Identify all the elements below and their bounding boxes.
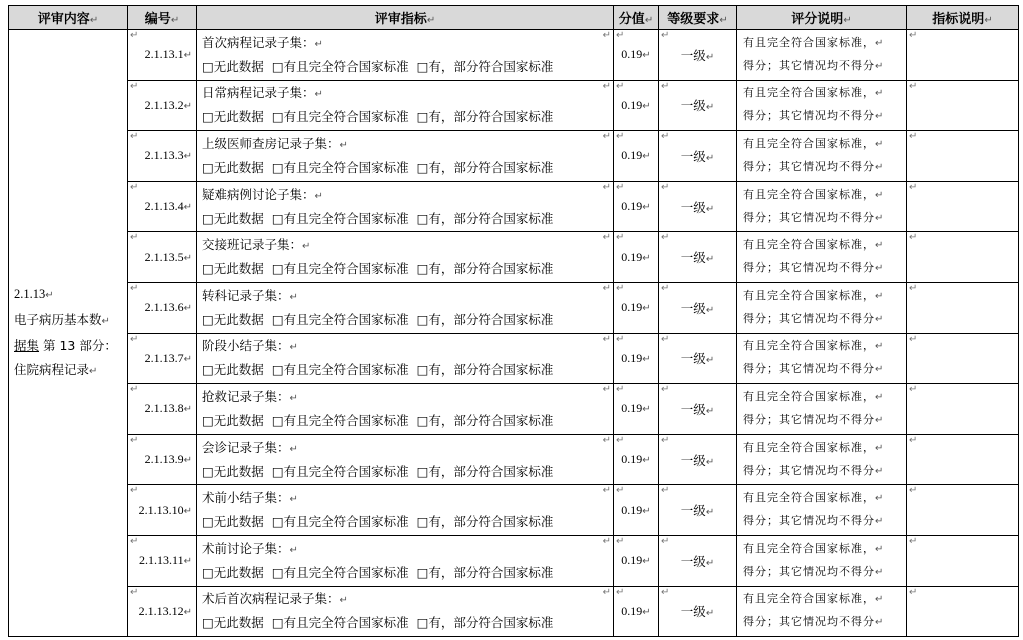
option-partial: □有，部分符合国家标准 xyxy=(416,564,554,580)
option-partial: □有，部分符合国家标准 xyxy=(416,210,554,226)
item-number: ↵ 2.1.13.7↵ xyxy=(128,333,197,384)
indicator-title: 术后首次病程记录子集：↵ xyxy=(202,591,348,607)
item-number: ↵ 2.1.13.9↵ xyxy=(128,434,197,485)
option-full: □有且完全符合国家标准 xyxy=(271,564,409,580)
table-row xyxy=(9,586,1019,637)
table-row xyxy=(9,535,1019,586)
scoring-cell: 有且完全符合国家标准，↵ 得分；其它情况均不得分↵ xyxy=(737,384,907,435)
option-none: □无此数据 xyxy=(202,463,264,479)
option-none: □无此数据 xyxy=(202,615,264,631)
option-none: □无此数据 xyxy=(202,412,264,428)
item-number: ↵ 2.1.13.1↵ xyxy=(128,30,197,81)
option-full: □有且完全符合国家标准 xyxy=(271,615,409,631)
table-row xyxy=(9,282,1019,333)
section-line2: 据集 第 13 部分： xyxy=(14,338,117,354)
option-full: □有且完全符合国家标准 xyxy=(271,463,409,479)
header-number: 编号↵ xyxy=(128,6,197,30)
section-code: 2.1.13↵ xyxy=(14,287,54,302)
level-cell: ↵ 一级↵ xyxy=(659,131,737,182)
option-none: □无此数据 xyxy=(202,109,264,125)
option-full: □有且完全符合国家标准 xyxy=(271,210,409,226)
table-row xyxy=(9,232,1019,283)
score-cell: ↵ 0.19↵ xyxy=(614,131,659,182)
indicator-cell: ↵ 阶段小结子集：↵ □无此数据 □有且完全符合国家标准 □有，部分符合国家标准 xyxy=(197,333,614,384)
option-none: □无此数据 xyxy=(202,261,264,277)
note-cell: ↵ xyxy=(907,434,1019,485)
table-row xyxy=(9,333,1019,384)
option-full: □有且完全符合国家标准 xyxy=(271,159,409,175)
item-number: ↵ 2.1.13.12↵ xyxy=(128,586,197,637)
indicator-cell: ↵ 会诊记录子集：↵ □无此数据 □有且完全符合国家标准 □有，部分符合国家标准 xyxy=(197,434,614,485)
level-cell: ↵ 一级↵ xyxy=(659,282,737,333)
level-cell: ↵ 一级↵ xyxy=(659,232,737,283)
indicator-title: 抢救记录子集：↵ xyxy=(202,388,298,404)
indicator-title: 日常病程记录子集：↵ xyxy=(202,85,323,101)
item-number: ↵ 2.1.13.10↵ xyxy=(128,485,197,536)
level-cell: ↵ 一级↵ xyxy=(659,586,737,637)
indicator-title: 会诊记录子集：↵ xyxy=(202,439,298,455)
option-partial: □有，部分符合国家标准 xyxy=(416,412,554,428)
level-cell: ↵ 一级↵ xyxy=(659,485,737,536)
score-cell: ↵ 0.19↵ xyxy=(614,282,659,333)
note-cell: ↵ xyxy=(907,282,1019,333)
note-cell: ↵ xyxy=(907,485,1019,536)
scoring-cell: 有且完全符合国家标准，↵ 得分；其它情况均不得分↵ xyxy=(737,181,907,232)
table-row xyxy=(9,80,1019,131)
table-row xyxy=(9,384,1019,435)
score-cell: ↵ 0.19↵ xyxy=(614,485,659,536)
section-line1: 电子病历基本数↵ xyxy=(14,312,110,328)
indicator-cell: ↵ 上级医师查房记录子集：↵ □无此数据 □有且完全符合国家标准 □有，部分符合国家标准 xyxy=(197,131,614,182)
review-content-cell xyxy=(9,30,128,637)
score-cell: ↵ 0.19↵ xyxy=(614,384,659,435)
note-cell: ↵ xyxy=(907,384,1019,435)
item-number: ↵ 2.1.13.4↵ xyxy=(128,181,197,232)
option-none: □无此数据 xyxy=(202,311,264,327)
option-partial: □有，部分符合国家标准 xyxy=(416,362,554,378)
option-partial: □有，部分符合国家标准 xyxy=(416,159,554,175)
note-cell: ↵ xyxy=(907,232,1019,283)
note-cell: ↵ xyxy=(907,333,1019,384)
indicator-cell: ↵ 抢救记录子集：↵ □无此数据 □有且完全符合国家标准 □有，部分符合国家标准 xyxy=(197,384,614,435)
note-cell: ↵ xyxy=(907,181,1019,232)
header-row xyxy=(9,6,1019,30)
table-row xyxy=(9,131,1019,182)
option-none: □无此数据 xyxy=(202,58,264,74)
option-partial: □有，部分符合国家标准 xyxy=(416,58,554,74)
option-partial: □有，部分符合国家标准 xyxy=(416,514,554,530)
indicator-title: 转科记录子集：↵ xyxy=(202,287,298,303)
option-full: □有且完全符合国家标准 xyxy=(271,362,409,378)
option-partial: □有，部分符合国家标准 xyxy=(416,463,554,479)
header-indicator: 评审指标↵ xyxy=(197,6,614,30)
indicator-title: 交接班记录子集：↵ xyxy=(202,237,311,253)
indicator-title: 阶段小结子集：↵ xyxy=(202,338,298,354)
header-note: 指标说明↵ xyxy=(907,6,1019,30)
scoring-cell: 有且完全符合国家标准，↵ 得分；其它情况均不得分↵ xyxy=(737,535,907,586)
table-row xyxy=(9,30,1019,81)
score-cell: ↵ 0.19↵ xyxy=(614,535,659,586)
option-partial: □有，部分符合国家标准 xyxy=(416,615,554,631)
score-cell: ↵ 0.19↵ xyxy=(614,333,659,384)
evaluation-table xyxy=(8,5,1019,637)
note-cell: ↵ xyxy=(907,80,1019,131)
indicator-cell: ↵ 术后首次病程记录子集：↵ □无此数据 □有且完全符合国家标准 □有，部分符合国家标准 xyxy=(197,586,614,637)
option-partial: □有，部分符合国家标准 xyxy=(416,109,554,125)
scoring-cell: 有且完全符合国家标准，↵ 得分；其它情况均不得分↵ xyxy=(737,131,907,182)
item-number: ↵ 2.1.13.5↵ xyxy=(128,232,197,283)
scoring-cell: 有且完全符合国家标准，↵ 得分；其它情况均不得分↵ xyxy=(737,30,907,81)
indicator-cell: ↵ 术前小结子集：↵ □无此数据 □有且完全符合国家标准 □有，部分符合国家标准 xyxy=(197,485,614,536)
option-partial: □有，部分符合国家标准 xyxy=(416,311,554,327)
option-partial: □有，部分符合国家标准 xyxy=(416,261,554,277)
score-cell: ↵ 0.19↵ xyxy=(614,232,659,283)
scoring-cell: 有且完全符合国家标准，↵ 得分；其它情况均不得分↵ xyxy=(737,282,907,333)
indicator-title: 首次病程记录子集：↵ xyxy=(202,34,323,50)
level-cell: ↵ 一级↵ xyxy=(659,181,737,232)
option-full: □有且完全符合国家标准 xyxy=(271,514,409,530)
header-score: 分值↵ xyxy=(614,6,659,30)
header-content: 评审内容↵ xyxy=(9,6,128,30)
scoring-cell: 有且完全符合国家标准，↵ 得分；其它情况均不得分↵ xyxy=(737,586,907,637)
header-level: 等级要求↵ xyxy=(659,6,737,30)
indicator-cell: ↵ 交接班记录子集：↵ □无此数据 □有且完全符合国家标准 □有，部分符合国家标准 xyxy=(197,232,614,283)
table-row xyxy=(9,434,1019,485)
score-cell: ↵ 0.19↵ xyxy=(614,181,659,232)
level-cell: ↵ 一级↵ xyxy=(659,535,737,586)
level-cell: ↵ 一级↵ xyxy=(659,384,737,435)
level-cell: ↵ 一级↵ xyxy=(659,333,737,384)
item-number: ↵ 2.1.13.3↵ xyxy=(128,131,197,182)
table-row xyxy=(9,181,1019,232)
item-number: ↵ 2.1.13.8↵ xyxy=(128,384,197,435)
option-none: □无此数据 xyxy=(202,362,264,378)
scoring-cell: 有且完全符合国家标准，↵ 得分；其它情况均不得分↵ xyxy=(737,485,907,536)
scoring-cell: 有且完全符合国家标准，↵ 得分；其它情况均不得分↵ xyxy=(737,333,907,384)
note-cell: ↵ xyxy=(907,535,1019,586)
score-cell: ↵ 0.19↵ xyxy=(614,80,659,131)
score-cell: ↵ 0.19↵ xyxy=(614,30,659,81)
option-none: □无此数据 xyxy=(202,210,264,226)
indicator-cell: ↵ 术前讨论子集：↵ □无此数据 □有且完全符合国家标准 □有，部分符合国家标准 xyxy=(197,535,614,586)
header-scoring: 评分说明↵ xyxy=(737,6,907,30)
indicator-cell: ↵ 转科记录子集：↵ □无此数据 □有且完全符合国家标准 □有，部分符合国家标准 xyxy=(197,282,614,333)
level-cell: ↵ 一级↵ xyxy=(659,434,737,485)
option-full: □有且完全符合国家标准 xyxy=(271,58,409,74)
indicator-title: 上级医师查房记录子集：↵ xyxy=(202,135,348,151)
option-full: □有且完全符合国家标准 xyxy=(271,109,409,125)
item-number: ↵ 2.1.13.2↵ xyxy=(128,80,197,131)
indicator-cell: ↵ 首次病程记录子集：↵ □无此数据 □有且完全符合国家标准 □有，部分符合国家标准 xyxy=(197,30,614,81)
scoring-cell: 有且完全符合国家标准，↵ 得分；其它情况均不得分↵ xyxy=(737,80,907,131)
option-none: □无此数据 xyxy=(202,514,264,530)
item-number: ↵ 2.1.13.6↵ xyxy=(128,282,197,333)
note-cell: ↵ xyxy=(907,586,1019,637)
option-full: □有且完全符合国家标准 xyxy=(271,261,409,277)
option-none: □无此数据 xyxy=(202,159,264,175)
item-number: ↵ 2.1.13.11↵ xyxy=(128,535,197,586)
note-cell: ↵ xyxy=(907,131,1019,182)
scoring-cell: 有且完全符合国家标准，↵ 得分；其它情况均不得分↵ xyxy=(737,232,907,283)
section-line3: 住院病程记录↵ xyxy=(14,362,98,378)
scoring-cell: 有且完全符合国家标准，↵ 得分；其它情况均不得分↵ xyxy=(737,434,907,485)
score-cell: ↵ 0.19↵ xyxy=(614,434,659,485)
table-row xyxy=(9,485,1019,536)
indicator-title: 疑难病例讨论子集：↵ xyxy=(202,186,323,202)
indicator-title: 术前小结子集：↵ xyxy=(202,490,298,506)
indicator-title: 术前讨论子集：↵ xyxy=(202,540,298,556)
indicator-cell: ↵ 日常病程记录子集：↵ □无此数据 □有且完全符合国家标准 □有，部分符合国家标准 xyxy=(197,80,614,131)
indicator-cell: ↵ 疑难病例讨论子集：↵ □无此数据 □有且完全符合国家标准 □有，部分符合国家标准 xyxy=(197,181,614,232)
option-none: □无此数据 xyxy=(202,564,264,580)
note-cell: ↵ xyxy=(907,30,1019,81)
option-full: □有且完全符合国家标准 xyxy=(271,311,409,327)
score-cell: ↵ 0.19↵ xyxy=(614,586,659,637)
level-cell: ↵ 一级↵ xyxy=(659,30,737,81)
level-cell: ↵ 一级↵ xyxy=(659,80,737,131)
option-full: □有且完全符合国家标准 xyxy=(271,412,409,428)
